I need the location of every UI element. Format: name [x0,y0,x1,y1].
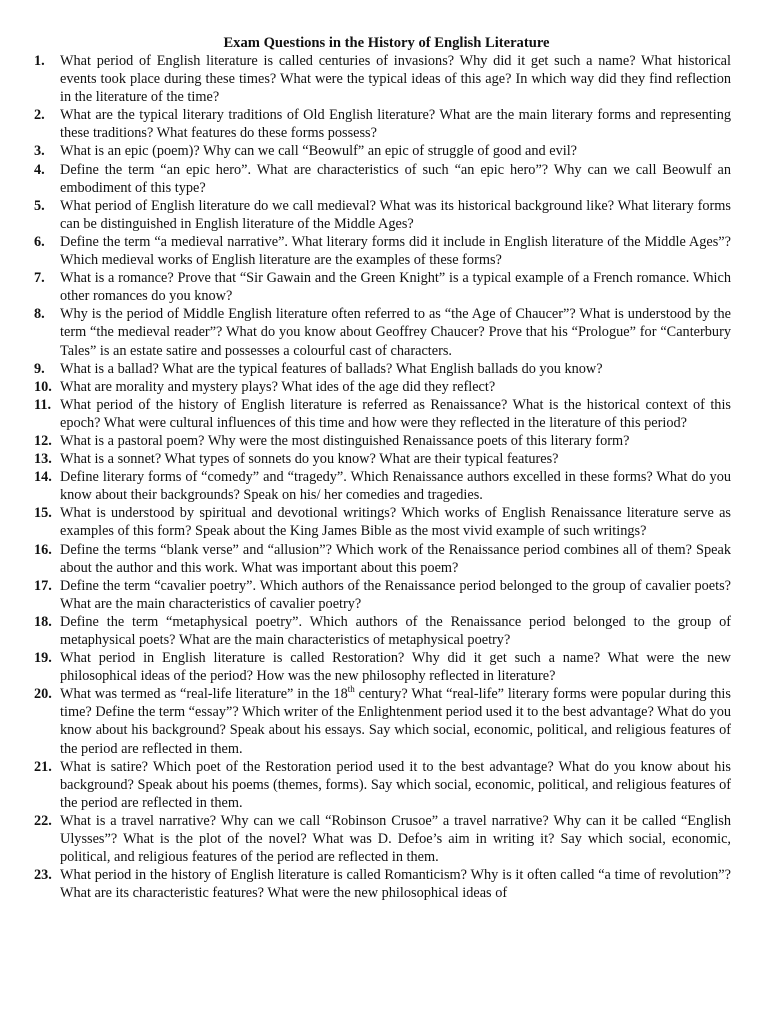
question-item [34,866,731,902]
question-text [60,685,731,757]
question-text: Define literary forms of “comedy” and “tragedy”. Which Renaissance authors excelled in these forms? What do you know about their backgrounds? Speak on his/ her comedies and tragedies. [60,469,731,504]
question-item [34,649,731,685]
question-number: 12. [34,432,52,449]
question-item [34,161,731,197]
question-text: Define the term “cavalier poetry”. Which authors of the Renaissance period belonged to the group of cavalier poets? What are the main characteristics of cavalier poetry? [60,577,731,612]
question-text: Define the terms “blank verse” and “allusion”? Which work of the Renaissance period combines all of them? Speak about the author and this work. What was important about this poem? [60,541,731,576]
question-number: 19. [34,650,52,667]
question-number: 2. [34,107,45,124]
question-number: 3. [34,143,45,160]
question-number: 9. [34,360,45,377]
question-item [34,360,731,378]
question-item [34,233,731,269]
question-number: 11. [34,396,52,413]
question-number: 15. [34,505,52,522]
question-item [34,106,731,142]
question-text: What is a sonnet? What types of sonnets do you know? What are their typical features? [60,451,559,468]
question-item [34,432,731,450]
question-item [34,305,731,359]
question-text: Define the term “an epic hero”. What are characteristics of such “an epic hero”? Why can we call Beowulf an embodiment of this type? [60,161,731,196]
question-text: Why is the period of Middle English literature often referred to as “the Age of Chaucer”? What is understood by the term “the medieval reader”? What do you know about Geoffrey Chaucer? Prove that his “Prologue” for “Canterbury Tales” is an estate satire and possesses a colourful cast of characters. [60,306,731,359]
question-text: What are the typical literary traditions of Old English literature? What are the main literary forms and representing these traditions? What features do these forms possess? [60,107,731,142]
question-text: What is satire? Which poet of the Restoration period used it to the best advantage? What do you know about his background? Speak about his poems (themes, forms). Say which social, economic, political, and religious features of the period are reflected in them. [60,758,731,811]
question-number: 10. [34,378,52,395]
question-item [34,468,731,504]
question-text: What is a travel narrative? Why can we call “Robinson Crusoe” a travel narrative? Why can it be called “English Ulysses”? What is the plot of the novel? What was D. Defoe’s aim in writing it? Say which social, economic, political, and religious features of the period are reflected in them. [60,812,731,866]
question-item [34,812,731,866]
question-text: What is a ballad? What are the typical features of ballads? What English ballads do you know? [60,360,603,377]
question-text: What is a pastoral poem? Why were the most distinguished Renaissance poets of this literary form? [60,432,630,449]
question-item [34,142,731,160]
question-item [34,396,731,432]
question-text: What is a romance? Prove that “Sir Gawain and the Green Knight” is a typical example of a French romance. Which other romances do you know? [60,270,731,305]
document-title: Exam Questions in the History of English Literature [223,35,550,51]
question-number: 23. [34,867,52,884]
question-text: What period in the history of English literature is called Romanticism? Why is it often called “a time of revolution”? What are its characteristic features? What were the new philosophical ideas of [60,867,731,902]
question-item [34,378,731,396]
ordinal-suffix: th [347,684,355,695]
question-number: 20. [34,686,52,703]
question-text: What period in English literature is called Restoration? Why did it get such a name? What were the new philosophical ideas of the period? How was the new philosophy reflected in literature? [60,650,731,685]
question-item [34,685,731,757]
question-item [34,52,731,106]
question-text: What is an epic (poem)? Why can we call “Beowulf” an epic of struggle of good and evil? [60,143,578,160]
question-text: Define the term “metaphysical poetry”. Which authors of the Renaissance period belonged to the group of metaphysical poets? What are the main characteristics of metaphysical poetry? [60,613,731,648]
question-text: What period of English literature is called centuries of invasions? Why did it get such a name? What historical events took place during these times? What were the typical ideas of this age? In which way did they find reflection in the literature of the time? [60,53,731,106]
question-list [34,52,731,902]
question-text-part: century? What “real-life” literary forms were popular during this time? Define the term “essay”? Which writer of the Enlightenment period used it to the best advantage? What do you know about his background? Speak about his essays. Say which social, economic, political, and religious features of the period are reflected in them. [60,686,731,757]
question-item [34,541,731,577]
question-number: 17. [34,577,52,594]
question-item [34,269,731,305]
question-text: What period of the history of English literature is referred as Renaissance? What is the historical context of this epoch? What were cultural influences of this time and how were they reflected in the literature of this period? [60,396,731,431]
question-item [34,450,731,468]
question-number: 6. [34,233,45,250]
question-number: 4. [34,161,45,178]
question-number: 13. [34,451,52,468]
question-number: 18. [34,613,52,630]
question-text: Define the term “a medieval narrative”. What literary forms did it include in English literature of the Middle Ages”? Which medieval works of English literature are the examples of these forms? [60,233,731,269]
question-text: What are morality and mystery plays? What ides of the age did they reflect? [60,378,496,395]
question-item [34,613,731,649]
question-item [34,197,731,233]
question-number: 14. [34,469,52,486]
question-text-part: What was termed as “real-life literature” in the 18 [60,686,348,703]
question-number: 7. [34,270,45,287]
question-item [34,504,731,540]
question-item [34,758,731,812]
document-page [34,34,731,902]
question-number: 22. [34,812,52,829]
question-item [34,577,731,613]
question-number: 8. [34,306,45,323]
question-number: 5. [34,197,45,214]
question-text: What period of English literature do we call medieval? What was its historical background like? What literary forms can be distinguished in English literature of the Middle Ages? [60,197,731,232]
question-number: 16. [34,541,52,558]
question-number: 21. [34,758,52,775]
question-text: What is understood by spiritual and devotional writings? Which works of English Renaissance literature serve as examples of this form? Speak about the King James Bible as the most vivid example of such writings? [60,505,731,540]
question-number: 1. [34,53,45,69]
